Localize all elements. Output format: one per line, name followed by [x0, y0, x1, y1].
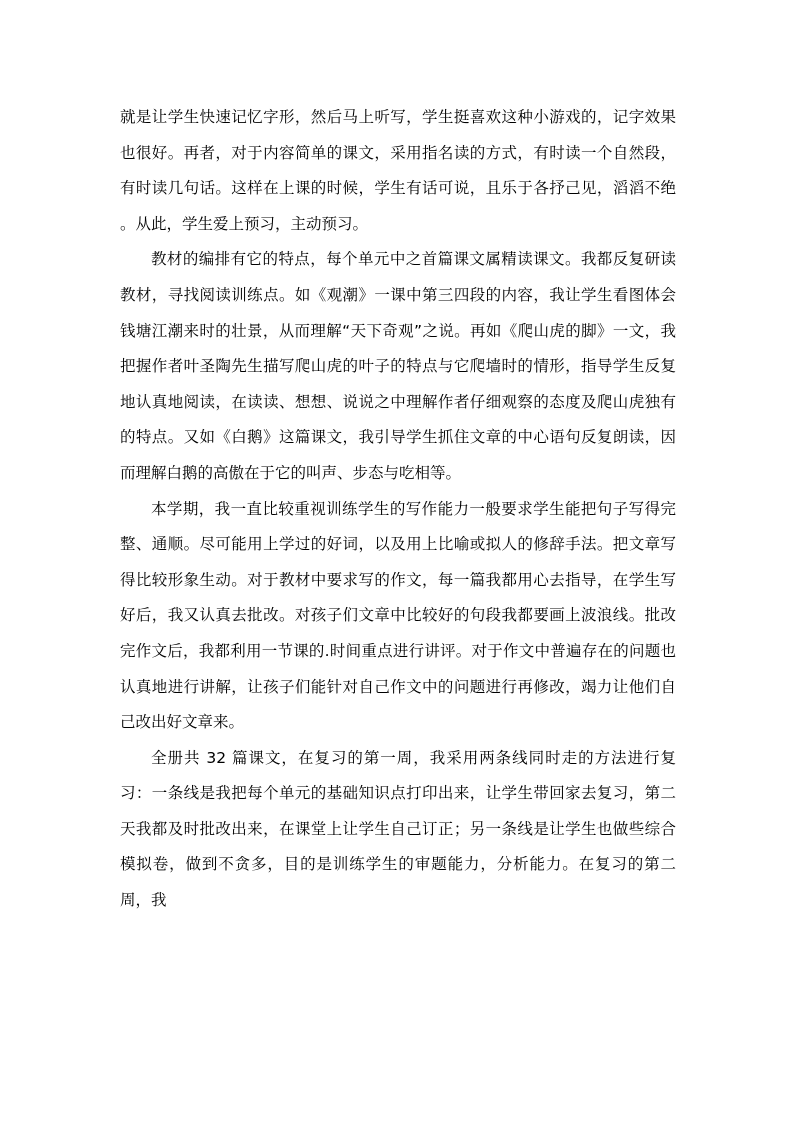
document-page: [120, 100, 676, 919]
paragraph-writing-training: 本学期，我一直比较重视训练学生的写作能力一般要求学生能把句子写得完整、通顺。尽可能用上学过的好词，以及用上比喻或拟人的修辞手法。把文章写得比较形象生动。对于教材中要求写的作文，每一篇我都用心去指导，在学生写好后，我又认真去批改。对孩子们文章中比较好的句段我都要画上波浪线。批改完作文后，我都利用一节课的.时间重点进行讲评。对于作文中普遍存在的问题也认真地进行讲解，让孩子们能针对自己作文中的问题进行再修改，竭力让他们自己改出好文章来。: [120, 499, 676, 732]
paragraph-review-method: 全册共 32 篇课文，在复习的第一周，我采用两条线同时走的方法进行复习：一条线是我把每个单元的基础知识点打印出来，让学生带回家去复习，第二天我都及时批改出来，在课堂上让学生自己订正；另一条线是让学生也做些综合模拟卷，做到不贪多，目的是训练学生的审题能力，分析能力。在复习的第二周，我: [120, 748, 676, 910]
paragraph-textbook-arrangement: 教材的编排有它的特点，每个单元中之首篇课文属精读课文。我都反复研读教材，寻找阅读训练点。如《观潮》一课中第三四段的内容，我让学生看图体会钱塘江潮来时的壮景，从而理解“天下奇观”之说。再如《爬山虎的脚》一文，我把握作者叶圣陶先生描写爬山虎的叶子的特点与它爬墙时的情形，指导学生反复地认真地阅读，在读读、想想、说说之中理解作者仔细观察的态度及爬山虎独有的特点。又如《白鹅》这篇课文，我引导学生抓住文章的中心语句反复朗读，因而理解白鹅的高傲在于它的叫声、步态与吃相等。: [120, 250, 676, 482]
paragraph-continuation: 就是让学生快速记忆字形，然后马上听写，学生挺喜欢这种小游戏的，记字效果也很好。再者，对于内容简单的课文，采用指名读的方式，有时读一个自然段，有时读几句话。这样在上课的时候，学生有话可说，且乐于各抒己见，滔滔不绝 。从此，学生爱上预习，主动预习。: [120, 108, 676, 233]
